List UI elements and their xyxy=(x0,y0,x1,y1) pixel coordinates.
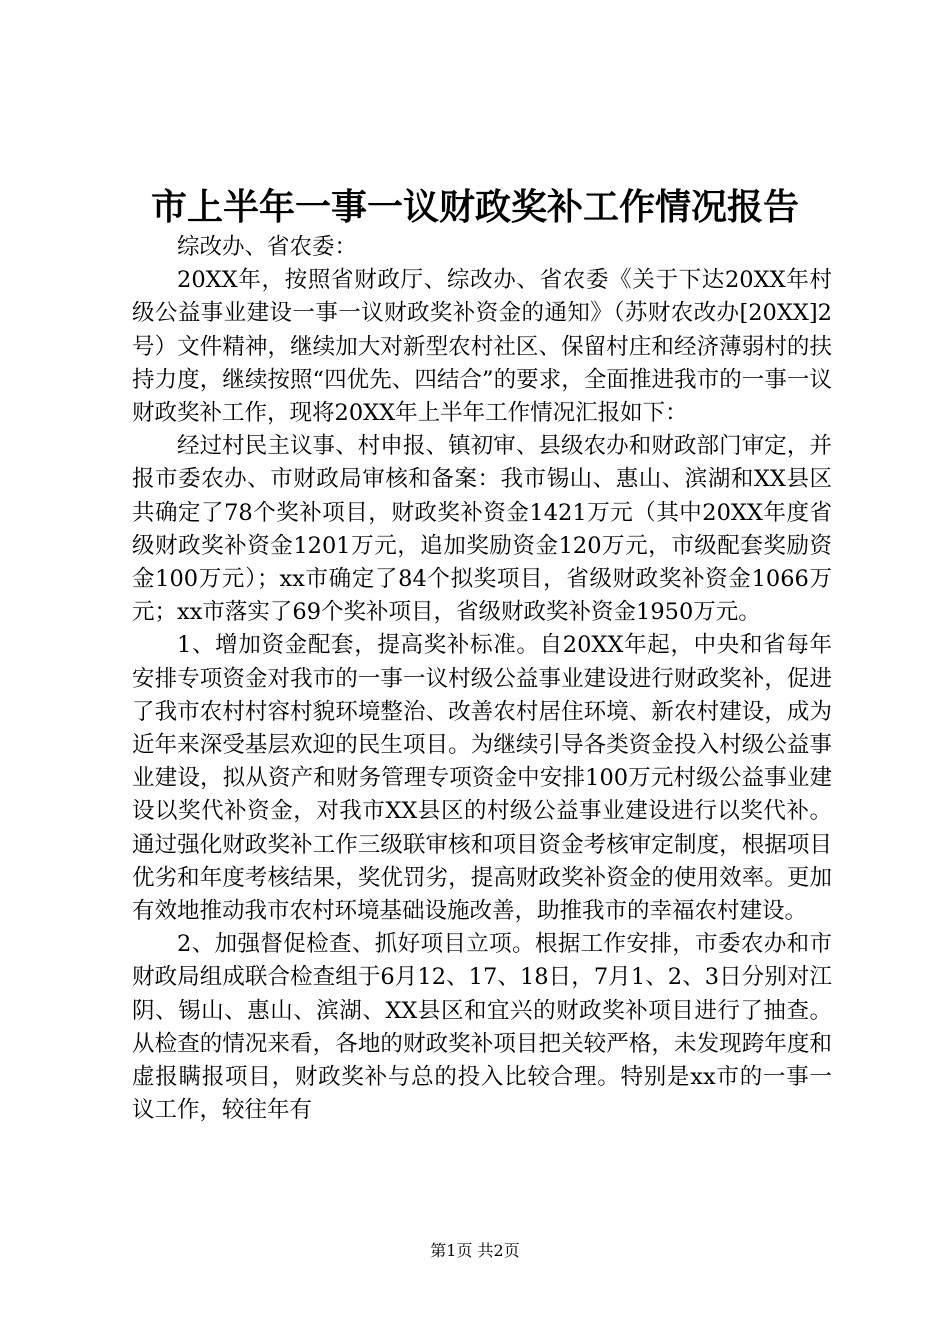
paragraph-section-1: 1、增加资金配套，提高奖补标准。自20XX年起，中央和省每年安排专项资金对我市的一事一议村级公益事业建设进行财政奖补，促进了我市农村村容村貌环境整治、改善农村居住环境、新农村建设，成为近年来深受基层欢迎的民生项目。为继续引导各类资金投入村级公益事业建设，拟从资产和财务管理专项资金中安排100万元村级公益事业建设以奖代补资金，对我市XX县区的村级公益事业建设进行以奖代补。通过强化财政奖补工作三级联审核和项目资金考核审定制度，根据项目优劣和年度考核结果，奖优罚劣，提高财政奖补资金的使用效率。更加有效地推动我市农村环境基础设施改善，助推我市的幸福农村建设。 xyxy=(132,632,832,925)
document-title: 市上半年一事一议财政奖补工作情况报告 xyxy=(150,186,799,228)
salutation: 综改办、省农委： xyxy=(177,234,358,260)
page-number-footer: 第1页 共2页 xyxy=(430,1241,520,1260)
paragraph-section-2: 2、加强督促检查、抓好项目立项。根据工作安排，市委农办和市财政局组成联合检查组于6月12、17、18日，7月1、2、3日分别对江阴、锡山、惠山、滨湖、XX县区和宜兴的财政奖补项目进行了抽查。从检查的情况来看，各地的财政奖补项目把关较严格，未发现跨年度和虚报瞒报项目，财政奖补与总的投入比较合理。特别是xx市的一事一议工作，较往年有 xyxy=(132,931,832,1124)
document-body xyxy=(132,231,832,1127)
paragraph-projects: 经过村民主议事、村申报、镇初审、县级农办和财政部门审定，并报市委农办、市财政局审核和备案：我市锡山、惠山、滨湖和XX县区共确定了78个奖补项目，财政奖补资金1421万元（其中20XX年度省级财政奖补资金1201万元，追加奖励资金120万元，市级配套奖励资金100万元）；xx市确定了84个拟奖项目，省级财政奖补资金1066万元；xx市落实了69个奖补项目，省级财政奖补资金1950万元。 xyxy=(132,433,832,626)
paragraph-intro: 20XX年，按照省财政厅、综改办、省农委《关于下达20XX年村级公益事业建设一事一议财政奖补资金的通知》（苏财农改办[20XX]2号）文件精神，继续加大对新型农村社区、保留村庄和经济薄弱村的扶持力度，继续按照“四优先、四结合”的要求，全面推进我市的一事一议财政奖补工作，现将20XX年上半年工作情况汇报如下： xyxy=(132,267,832,427)
